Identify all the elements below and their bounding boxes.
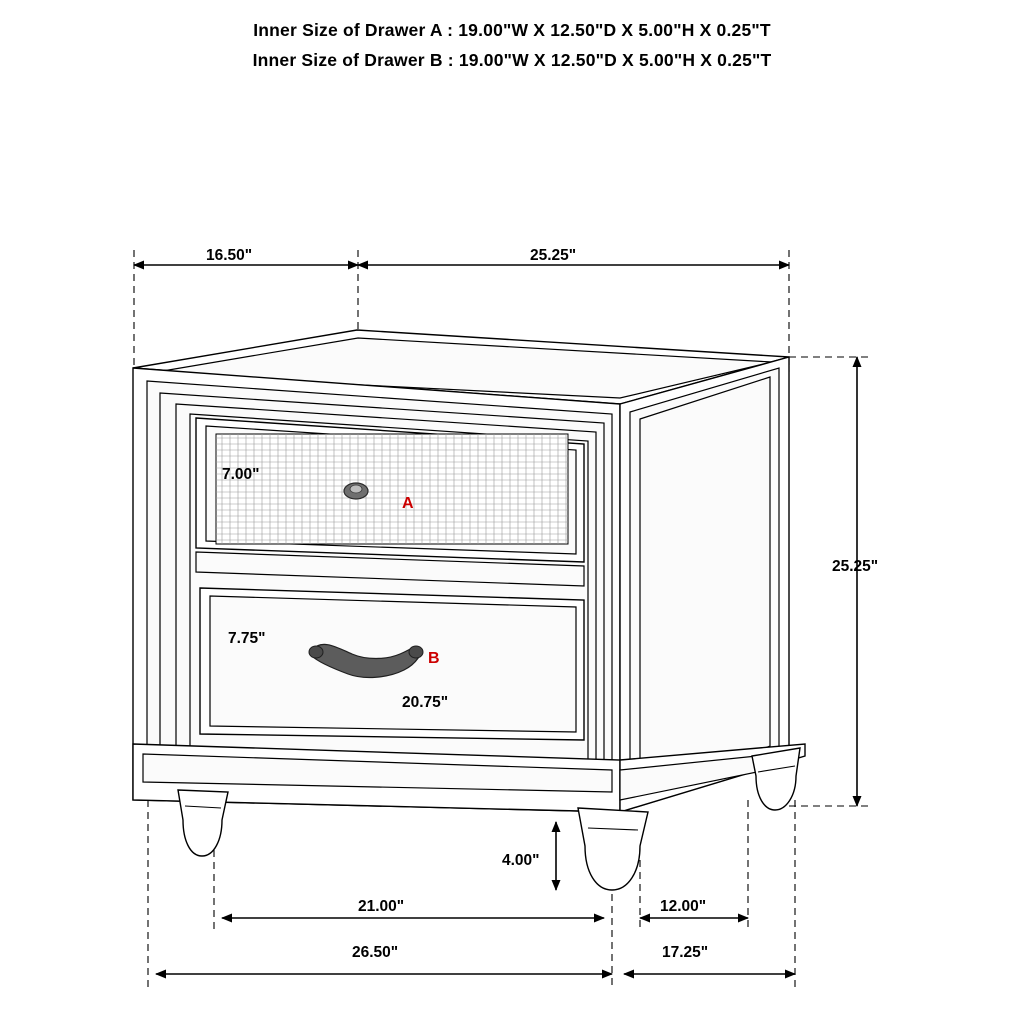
dimension-leg-height: 4.00" <box>502 852 540 869</box>
dimension-drawer-a-height: 7.00" <box>222 466 260 483</box>
cabinet-body <box>133 330 805 890</box>
drawer-marker-a: A <box>402 495 414 512</box>
dimension-base-side-depth: 12.00" <box>660 898 707 915</box>
dimension-drawer-front-width: 20.75" <box>402 694 449 711</box>
dimension-drawer-b-height: 7.75" <box>228 630 266 647</box>
drawer-a-knob <box>344 483 368 499</box>
drawer-a-inner-size-text: Inner Size of Drawer A : 19.00"W X 12.50"D X 5.00"H X 0.25"T <box>253 20 771 40</box>
dimension-top-left-depth: 16.50" <box>206 247 253 264</box>
dimension-overall-side-depth: 17.25" <box>662 944 709 961</box>
dimension-top-right-width: 25.25" <box>530 247 577 264</box>
drawer-b-inner-size-text: Inner Size of Drawer B : 19.00"W X 12.50"D X 5.00"H X 0.25"T <box>252 50 772 70</box>
dimension-overall-front-width: 26.50" <box>352 944 399 961</box>
dimension-base-front-width: 21.00" <box>358 898 405 915</box>
dimension-overall-height: 25.25" <box>832 558 879 575</box>
drawer-marker-b: B <box>428 650 440 667</box>
